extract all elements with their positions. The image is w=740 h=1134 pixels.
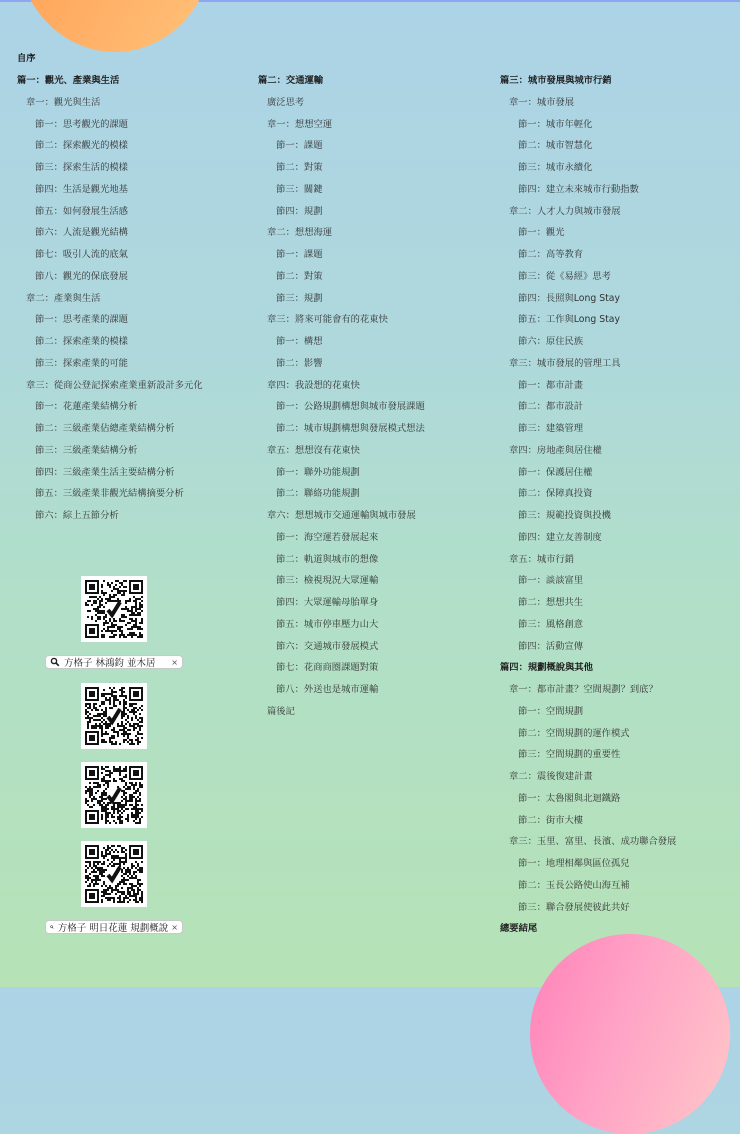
toc-section[interactable]: 節一：觀光 xyxy=(518,227,565,239)
toc-section[interactable]: 節四：生活是觀光地基 xyxy=(35,183,128,195)
toc-section[interactable]: 節四：三級產業生活主要結構分析 xyxy=(35,466,175,478)
toc-part[interactable]: 篇二：交通運輸 xyxy=(258,75,324,86)
decorative-pink-circle xyxy=(530,934,730,1134)
toc-section[interactable]: 節二：對策 xyxy=(276,162,323,173)
toc-part[interactable]: 篇四：規劃概說與其他 xyxy=(500,662,593,674)
toc-section[interactable]: 節三：規範投資與投機 xyxy=(518,510,611,521)
toc-section[interactable]: 節一：課題 xyxy=(276,140,323,152)
toc-section[interactable]: 節一：聯外功能規劃 xyxy=(276,466,360,478)
toc-section[interactable]: 節三：三級產業結構分析 xyxy=(35,444,138,456)
toc-chapter[interactable]: 章三：將來可能會有的花東快 xyxy=(267,314,388,326)
toc-section[interactable]: 節一：保護居住權 xyxy=(518,466,593,478)
toc-chapter[interactable]: 章三：從商公登記探索產業重新設計多元化 xyxy=(26,379,203,391)
toc-section[interactable]: 節六：人流是觀光結構 xyxy=(35,227,128,239)
toc-part[interactable]: 篇三：城市發展與城市行銷 xyxy=(500,75,612,86)
toc-section[interactable]: 節三：規劃 xyxy=(276,292,323,304)
toc-section[interactable]: 節五：工作與Long Stay xyxy=(518,314,620,326)
toc-section[interactable]: 節三：建築管理 xyxy=(518,423,584,434)
toc-chapter[interactable]: 章一：都市計畫？空間規劃？到底？ xyxy=(509,684,658,695)
toc-section[interactable]: 節三：城市永續化 xyxy=(518,162,593,173)
toc-section[interactable]: 節三：探索產業的可能 xyxy=(35,357,128,369)
toc-section[interactable]: 節四：建立未來城市行動指數 xyxy=(518,183,639,195)
search-chip-text: 方格子 明日花蓮 規劃概說 xyxy=(57,923,169,934)
toc-section[interactable]: 節二：城市規劃構想與發展模式想法 xyxy=(276,423,425,434)
toc-section[interactable]: 節四：建立友善制度 xyxy=(518,531,602,543)
close-icon[interactable]: × xyxy=(171,657,178,667)
toc-chapter[interactable]: 章一：城市發展 xyxy=(509,96,575,108)
toc-part[interactable]: 總要結尾 xyxy=(500,923,538,935)
toc-section[interactable]: 節六：交通城市發展模式 xyxy=(276,640,379,652)
qr-code[interactable] xyxy=(81,683,147,749)
qr-code[interactable] xyxy=(81,576,147,642)
toc-section[interactable]: 節二：保障真投資 xyxy=(518,488,593,500)
toc-section[interactable]: 節二：探索產業的模樣 xyxy=(35,336,128,347)
toc-section[interactable]: 節七：吸引人流的底氣 xyxy=(35,249,128,260)
toc-section[interactable]: 節二：高等教育 xyxy=(518,249,584,260)
toc-section[interactable]: 節一：課題 xyxy=(276,249,323,260)
toc-section[interactable]: 節一：公路規劃構想與城市發展課題 xyxy=(276,401,425,413)
toc-chapter[interactable]: 廣泛思考 xyxy=(267,96,305,108)
toc-section[interactable]: 節三：聯合發展使彼此共好 xyxy=(518,901,630,913)
toc-chapter[interactable]: 章五：想想沒有花東快 xyxy=(267,444,360,456)
toc-section[interactable]: 節一：海空運若發展起來 xyxy=(276,531,379,543)
toc-section[interactable]: 節二：三級產業佔總產業結構分析 xyxy=(35,423,175,434)
toc-section[interactable]: 節二：影響 xyxy=(276,357,323,369)
toc-chapter[interactable]: 章二：震後復建計畫 xyxy=(509,771,593,782)
toc-section[interactable]: 節八：觀光的保底發展 xyxy=(35,270,128,282)
toc-chapter[interactable]: 章四：我設想的花東快 xyxy=(267,379,360,391)
toc-section[interactable]: 節二：空間規劃的運作模式 xyxy=(518,727,630,739)
toc-section[interactable]: 節一：城市年輕化 xyxy=(518,118,593,130)
toc-chapter[interactable]: 章一：想想空運 xyxy=(267,118,333,130)
toc-section[interactable]: 節一：談談富里 xyxy=(518,575,584,587)
search-icon xyxy=(50,657,60,667)
qr-code[interactable] xyxy=(81,762,147,828)
toc-section[interactable]: 節四：大眾運輸母胎單身 xyxy=(276,597,379,608)
toc-section[interactable]: 節六：原住民族 xyxy=(518,336,584,347)
toc-chapter[interactable]: 章五：城市行銷 xyxy=(509,553,575,565)
toc-section[interactable]: 節二：聯絡功能規劃 xyxy=(276,488,360,500)
toc-section[interactable]: 節二：軌道與城市的想像 xyxy=(276,553,379,565)
toc-preface[interactable]: 自序 xyxy=(17,53,36,64)
toc-part[interactable]: 篇一：觀光、產業與生活 xyxy=(17,75,120,86)
toc-section[interactable]: 節五：如何發展生活感 xyxy=(35,205,128,217)
toc-section[interactable]: 節一：思考觀光的課題 xyxy=(35,118,128,130)
search-chip[interactable] xyxy=(45,655,183,669)
search-chip[interactable] xyxy=(45,920,183,934)
search-chip-text: 方格子 林鴻鈞 並木居 xyxy=(64,658,156,669)
toc-section[interactable]: 節四：長照與Long Stay xyxy=(518,292,620,304)
toc-section[interactable]: 節三：風格創意 xyxy=(518,618,584,630)
toc-section[interactable]: 節二：街市大樓 xyxy=(518,814,584,826)
decorative-orange-circle xyxy=(17,0,213,52)
toc-section[interactable]: 節二：想想共生 xyxy=(518,597,584,608)
toc-chapter[interactable]: 章三：玉里、富里、長濱、成功聯合發展 xyxy=(509,836,677,848)
toc-section[interactable]: 節八：外送也是城市運輸 xyxy=(276,684,379,695)
toc-section[interactable]: 節五：城市停車壓力山大 xyxy=(276,618,379,630)
toc-chapter[interactable]: 章四：房地產與居住權 xyxy=(509,444,602,456)
toc-section[interactable]: 節三：檢視現況大眾運輸 xyxy=(276,575,379,587)
toc-section[interactable]: 節三：從《易經》思考 xyxy=(518,270,611,282)
toc-section[interactable]: 節七：花商商圈課題對策 xyxy=(276,662,379,674)
toc-section[interactable]: 節二：都市設計 xyxy=(518,401,584,413)
toc-chapter[interactable]: 章二：產業與生活 xyxy=(26,292,101,304)
toc-section[interactable]: 節二：對策 xyxy=(276,270,323,282)
toc-section[interactable]: 節二：城市智慧化 xyxy=(518,140,593,152)
toc-chapter[interactable]: 章一：觀光與生活 xyxy=(26,96,101,108)
toc-section[interactable]: 節三：探索生活的模樣 xyxy=(35,162,128,173)
search-icon xyxy=(50,922,54,932)
toc-section[interactable]: 節五：三級產業非觀光結構摘要分析 xyxy=(35,488,184,500)
toc-chapter[interactable]: 篇後記 xyxy=(267,705,295,717)
close-icon[interactable]: × xyxy=(171,922,178,932)
toc-chapter[interactable]: 章二：想想海運 xyxy=(267,227,333,239)
toc-chapter[interactable]: 章六：想想城市交通運輸與城市發展 xyxy=(267,510,416,521)
toc-section[interactable]: 節一：空間規劃 xyxy=(518,705,584,717)
toc-section[interactable]: 節六：綜上五節分析 xyxy=(35,510,119,521)
toc-section[interactable]: 節三：關鍵 xyxy=(276,183,323,195)
toc-section[interactable]: 節四：活動宣傳 xyxy=(518,640,584,652)
toc-section[interactable]: 節二：探索觀光的模樣 xyxy=(35,140,128,152)
toc-section[interactable]: 節三：空間規劃的重要性 xyxy=(518,749,621,761)
toc-chapter[interactable]: 章三：城市發展的管理工具 xyxy=(509,357,621,369)
toc-section[interactable]: 節二：玉長公路使山海互補 xyxy=(518,879,630,891)
toc-section[interactable]: 節一：構想 xyxy=(276,336,323,347)
toc-section[interactable]: 節四：規劃 xyxy=(276,205,323,217)
toc-section[interactable]: 節一：太魯閣與北迴鐵路 xyxy=(518,792,621,804)
qr-code[interactable] xyxy=(81,841,147,907)
toc-section[interactable]: 節一：思考產業的課題 xyxy=(35,314,128,326)
toc-section[interactable]: 節一：花蓮產業結構分析 xyxy=(35,401,138,413)
toc-section[interactable]: 節一：都市計畫 xyxy=(518,379,584,391)
toc-chapter[interactable]: 章二：人才人力與城市發展 xyxy=(509,205,621,217)
toc-section[interactable]: 節一：地理相鄰與區位孤兒 xyxy=(518,858,630,869)
